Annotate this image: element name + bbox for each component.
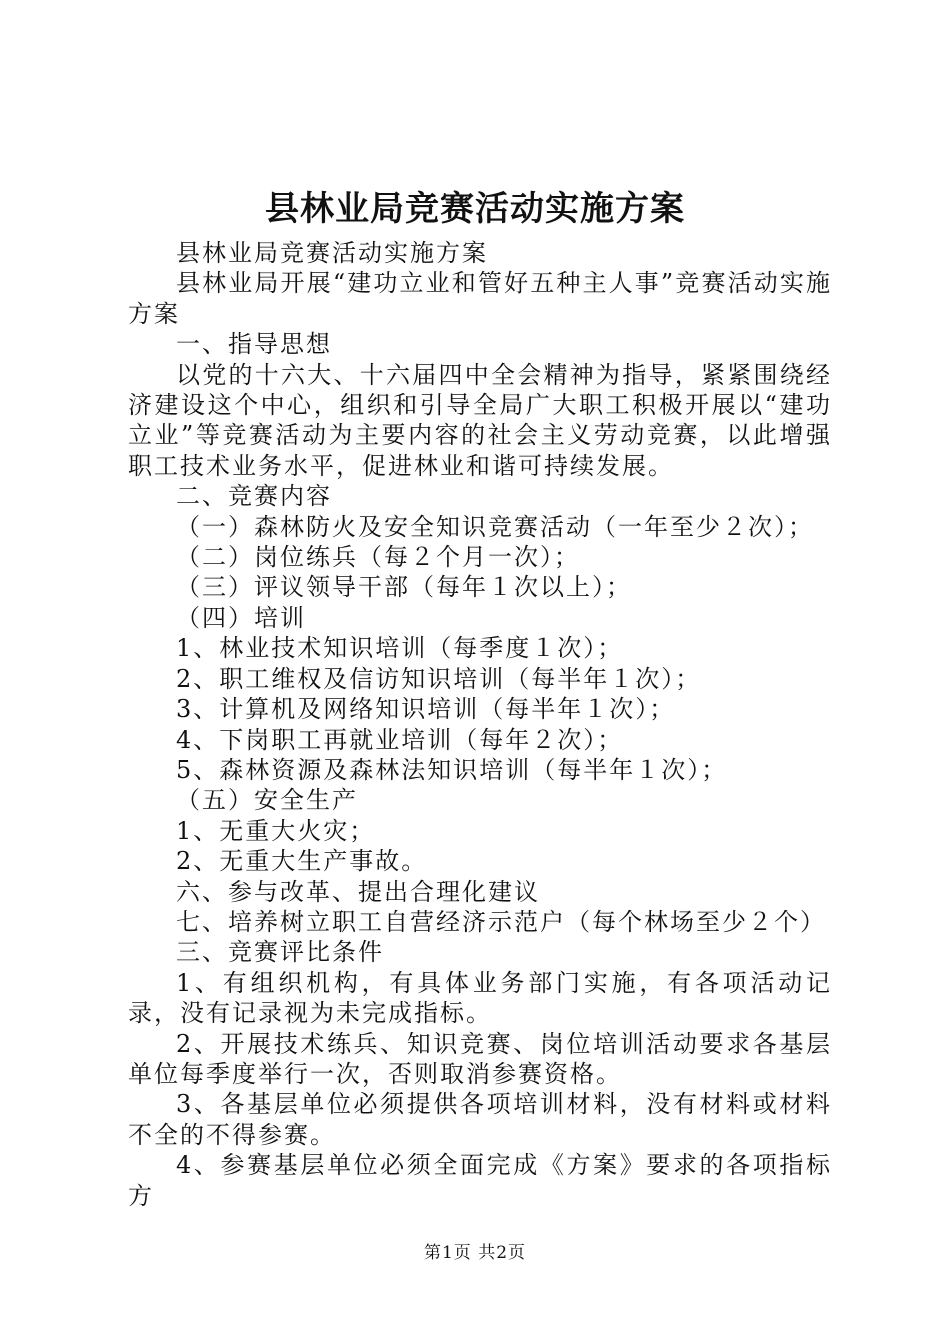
paragraph: 以党的十六大、十六届四中全会精神为指导，紧紧围绕经济建设这个中心，组织和引导全局广大职工积极开展以“建功立业”等竞赛活动为主要内容的社会主义劳动竞赛，以此增强职工技术业务水平，促进林业和谐可持续发展。 <box>128 360 832 480</box>
section-heading: 一、指导思想 <box>176 330 332 359</box>
paragraph: 县林业局开展“建功立业和管好五种主人事”竞赛活动实施方案 <box>128 269 832 328</box>
paragraph: 4、参赛基层单位必须全面完成《方案》要求的各项指标方 <box>128 1151 832 1210</box>
list-item: （四）培训 <box>176 603 306 632</box>
list-item: 3、计算机及网络知识培训（每半年１次）； <box>176 695 676 724</box>
list-item: （五）安全生产 <box>176 786 358 815</box>
section-heading: 二、竞赛内容 <box>176 482 332 511</box>
section-heading: 三、竞赛评比条件 <box>176 938 384 967</box>
list-item: 5、森林资源及森林法知识培训（每半年１次）； <box>176 755 728 784</box>
list-item: （一）森林防火及安全知识竞赛活动（一年至少２次）； <box>176 512 814 541</box>
document-title: 县林业局竞赛活动实施方案 <box>265 189 685 229</box>
paragraph: 县林业局竞赛活动实施方案 <box>176 239 488 267</box>
list-item: 1、无重大火灾； <box>176 816 376 845</box>
list-item: （三）评议领导干部（每年１次以上）； <box>176 573 632 602</box>
paragraph: 1、有组织机构，有具体业务部门实施，有各项活动记录，没有记录视为未完成指标。 <box>128 968 832 1028</box>
list-item: 六、参与改革、提出合理化建议 <box>176 877 540 906</box>
list-item: 七、培养树立职工自营经济示范户（每个林场至少２个） <box>176 907 826 936</box>
page-number-footer: 第1页 共2页 <box>423 1243 527 1263</box>
list-item: 2、无重大生产事故。 <box>176 847 428 876</box>
list-item: （二）岗位练兵（每２个月一次）； <box>176 543 580 572</box>
list-item: 2、职工维权及信访知识培训（每半年１次）； <box>176 664 702 693</box>
list-item: 1、林业技术知识培训（每季度１次）； <box>176 634 624 663</box>
document-body <box>128 238 832 1211</box>
list-item: 4、下岗职工再就业培训（每年２次）； <box>176 725 624 754</box>
paragraph: 2、开展技术练兵、知识竞赛、岗位培训活动要求各基层单位每季度举行一次，否则取消参赛资格。 <box>128 1029 832 1088</box>
paragraph: 3、各基层单位必须提供各项培训材料，没有材料或材料不全的不得参赛。 <box>128 1090 832 1149</box>
